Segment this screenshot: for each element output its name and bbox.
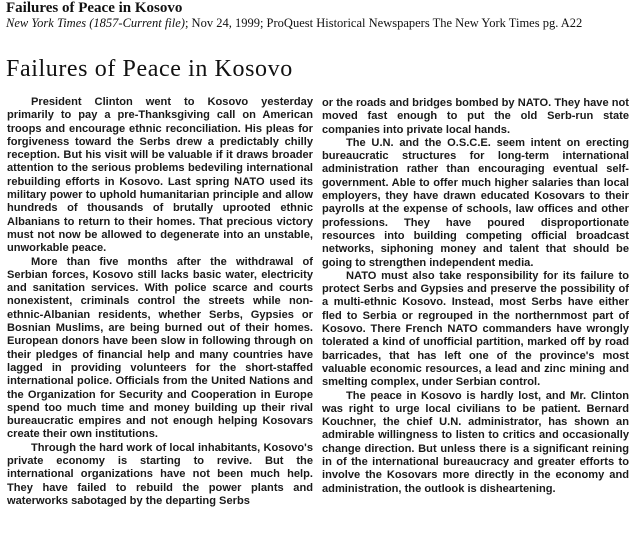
paragraph: President Clinton went to Kosovo yesterday primarily to pay a pre-Thanksgiving call on American troops and encourage ethnic reconciliation. His pleas for forgiveness toward the Serbs drew a predictably chilly reception. But his visit will be valuable if it draws broader attention to the serious problems bedeviling international rebuilding efforts in Kosovo. Last spring NATO used its military power to uphold humanitarian principle and allow hundreds of thousands of brutally uprooted ethnic Albanians to return to their homes. That precious victory must not now be allowed to degenerate into an unstable, unworkable peace. [7, 96, 313, 255]
paragraph: The peace in Kosovo is hardly lost, and Mr. Clinton was right to urge local civilians to be patient. Bernard Kouchner, the chief U.N. administrator, has shown an admirable willingness to listen to critics and occasionally change direction. But unless there is a significant reining in of the international bureaucracy and greater efforts to involve the Kosovars more directly in the economy and administration, the outlook is disheartening. [322, 389, 629, 495]
paragraph-continued: or the roads and bridges bombed by NATO. They have not moved fast enough to put the old Serb-run state companies into private local hands. [322, 97, 629, 136]
citation-source: New York Times [6, 16, 87, 30]
paragraph: The U.N. and the O.S.C.E. seem intent on erecting bureaucratic structures for long-term international administration rather than encouraging eventual self-government. Able to offer much higher salaries than local employers, they have drawn educated Kosovars to their payrolls at the expense of schools, law offices and other professions. They have poured disproportionate resources into building competing official broadcast networks, siphoning money and talent that should be going to strengthen independent media. [322, 136, 629, 269]
citation-source-detail: (1857-Current file) [89, 16, 185, 30]
citation-details: ; Nov 24, 1999; ProQuest Historical Newspapers The New York Times pg. A22 [184, 16, 583, 30]
document-header-title: Failures of Peace in Kosovo [6, 0, 183, 16]
article-column-right [322, 97, 629, 496]
paragraph: NATO must also take responsibility for its failure to protect Serbs and Gypsies and preserve the possibility of a multi-ethnic Kosovo. Instead, most Serbs have either fled to Serbia or regrouped in the northernmost part of Kosovo. There French NATO commanders have wrongly tolerated a kind of unofficial partition, marked off by road barricades, that has left one of the province's most valuable economic resources, a lead and zinc mining and smelting complex, under Serbian control. [322, 269, 629, 389]
paragraph: Through the hard work of local inhabitants, Kosovo's private economy is starting to revive. But the international organizations have not been much help. They have failed to rebuild the power plants and waterworks sabotaged by the departing Serbs [7, 441, 313, 507]
article-headline: Failures of Peace in Kosovo [6, 56, 293, 82]
paragraph: More than five months after the withdrawal of Serbian forces, Kosovo still lacks basic water, electricity and sanitation services. With police scarce and courts nonexistent, criminals control the streets while non-ethnic-Albanian residents, whether Serbs, Gypsies or Bosnian Muslims, are being burned out of their homes. European donors have been slow in following through on their pledges of financial help and many countries have lagged in providing volunteers for the short-staffed international police. Officials from the United Nations and the Organization for Security and Cooperation in Europe spend too much time and money building up their rival bureaucratic empires and not enough helping Kosovars create their own institutions. [7, 255, 313, 441]
article-column-left [7, 96, 313, 508]
citation [6, 16, 626, 31]
